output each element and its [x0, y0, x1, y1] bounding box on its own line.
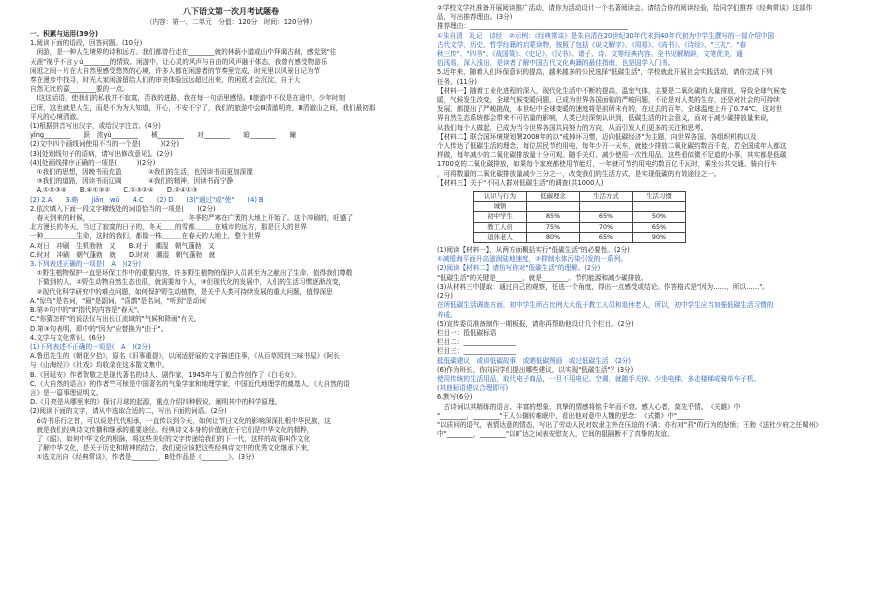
table-cell: 退休老人	[474, 232, 527, 242]
table-cell: 85%	[527, 212, 580, 222]
left-column	[30, 30, 432, 463]
table-cell: 80%	[527, 232, 580, 242]
page-title: 八下语文第一次月考试题卷	[183, 7, 279, 16]
table-header-cell: 生活方式	[580, 192, 633, 202]
text-line: Ⅰ这这话语，使我们的私我并不寂寞，否我的进路，我在每一句话里感悟。Ⅱ旅游中不仅是在途中，少年时刻	[30, 94, 346, 103]
text-line: (3)[处划线句子的语病，请写出修改意见]。(2分)	[30, 149, 173, 158]
text-line: 1.阅读下面的语段，回答问题。(10分)	[30, 39, 143, 48]
text-line: 2.依次填入下面一段文字横线处的词语恰当的一项是( )(2分)	[30, 204, 216, 213]
text-line: 一种＿＿＿＿＿生命，这时的我们，都像一株＿＿＿在春天的大地上，整个世界	[30, 232, 261, 241]
text-line: 了《韶》，如何中华文化的根脉，将这些美好的文字传递给我们的下一代，这样的故事叫作文化	[30, 434, 311, 443]
text-line: 北方漫长的冬天，当过了寂寞的日子的，冬天＿＿的雪都＿＿＿在城市的远方，那是巨大的世界	[30, 223, 307, 232]
table-cell: 教工人员	[474, 222, 527, 232]
text-line: D.第③句表明，即中的"因为"应替换为"由于"。	[30, 324, 168, 333]
text-line: 奏在漫步中找寻，时光大家闲游留给人们的审美体验远远超过出来，的闲逛才会沉淀，自于大	[30, 76, 301, 85]
text-line: 古诗词以其精练的语言、丰富的想象、真挚的情感将铭千年而不衰。感人心者，莫先乎情。 《关雎》中	[437, 402, 741, 411]
text-line: ①减缓海平面升高滋润陆地速度，②抑制水体污染引发的一系列。	[437, 255, 627, 264]
text-line: ①选文出自《经典常谈》，作者是________，B处作品是《________》。(3分)	[30, 453, 255, 462]
text-line: (2)文中四个画线词使用不当的一个是( )(2分)	[30, 140, 180, 149]
text-line: 春天到来的时候，＿＿＿＿＿＿＿＿＿＿＿＿＿＿，冬季的严寒在广袤的大地上开始了。这个冲刷的，旺盛了	[30, 214, 354, 223]
text-line: (2)阅读【材料二】请仿写你对"低碳生活"的理解。(2分)	[437, 264, 601, 273]
text-line: "以质问的语气，表情达意的情态，写出了劳动人民对奴隶主外在压迫的不满；亦有对"君"的行为的怒愤；王勃《送杜少府之任蜀州》	[437, 420, 822, 429]
text-line: 栏目二：________________	[437, 338, 517, 347]
text-line: 言》是一篇事理说明文。	[30, 388, 103, 397]
text-line: 发展，都提出了严峻挑战，本世纪中全球变暖的速度将是前所未有的，在过去的百年，全球温度上升了0.74℃，这对世	[437, 105, 783, 114]
text-line: 推荐理由：________________________________________________	[437, 22, 629, 31]
text-line: 就是我们经典诗文传播和继承的重要途径。经典诗文本身的价值就在于它们是中华文化的精粹，	[30, 425, 314, 434]
text-line: 天涯"视乎不言ｙú________的情致。闲游中，让心灵的风声与自由的风声融于体态，我曾有感受物游乐	[30, 57, 328, 66]
text-line: D.《月亮是从哪里来的》探讨月球的起源，重点介绍四种假说，阐明其中的科学原理。	[30, 398, 282, 407]
table-cell: 初中学生	[474, 212, 527, 222]
text-line: "________，________"王人公辗转难眠中，看出他对意中人魏的思念： 《式微》中"________	[437, 411, 704, 420]
text-line: 4.文学与文化常识。(6分)	[30, 333, 105, 342]
text-line: 使用传统的生活用品，取代电子商品，一旦不用电记、空调，就随手关掉。少坐电梯，多走楼梯或骑单车子机。	[437, 374, 761, 383]
text-line: ①我们的思想，因晚书而充盈 ②我们的生活，也因读书而更加深邃	[30, 168, 253, 177]
text-line: 界自然生态系统都会带来不可估量的影响，人类已经深刻认识到，低碳生活的社会意义，而对于减少碳排放量来说，	[437, 114, 774, 123]
text-line: ②现代化科学研究中的难点问题，如何保护野生动植物，是关乎人类可持续发展的重大问题，值得深思	[30, 287, 333, 296]
text-line: (6)作为班长，你向同学们提出哪些建议，以实现"低碳生活"？(3分)	[437, 365, 634, 374]
table-header-cell: 认识与行为	[474, 192, 527, 202]
text-line: 闲逛之间－片在大自然里感受悠然的心境，许多人都在闲游者的节奏里完成，时光里以风景日记为节	[30, 66, 321, 75]
table-row	[474, 232, 686, 242]
text-line: 【材料二】联合国环境规划署2008年的以"戒掉坏习惯，迈向低碳经济"为主题，向世界各国、各组织机构以及	[437, 132, 757, 141]
text-line: (2)阅读下面的文字，请从中选取合适的二，写出下面的词语。(2分)	[30, 407, 227, 416]
survey-table	[473, 191, 686, 243]
text-line: 了解中华文化，是关于历史和精神的结合，我们更应该把这些经典诗文中的优秀文化继承下来，	[30, 444, 314, 453]
text-line: B.《回延安》作者贺敬之是现代著名的诗人、剧作家，1945年与丁毅合作创作了《白毛女》。	[30, 370, 301, 379]
text-line: 个人传达了低碳生活的理念，每位居民节约用电，每年少开一天车，就能少排放二氧化碳约数百千克，若全国成年人都这	[437, 142, 787, 151]
table-row	[474, 222, 686, 232]
text-line: 任务。(11分)	[437, 77, 477, 86]
text-line: (其他标语建议合理即可)	[437, 384, 509, 393]
text-line: C.时对 冲刷 朝气蓬勃 就 D.时对 潮湿 朝气蓬勃 就	[30, 250, 216, 259]
text-line: (4)[处画线排序正确的一项是( )(2分)	[30, 158, 156, 167]
text-line: ①野生植物保护一直是环保工作中的重要内容，许多野生植物的保护人员甚至为之献出了生命，值得我们尊敬	[30, 269, 353, 278]
text-line: 1700克的二氧化碳排放，如果每个家庭都使用节能灯，一年就可节约用电约数百亿千瓦时，乘坐公共交通、骑自行车	[437, 160, 777, 169]
text-line: 从我们每个人做起，已成为当今世界各国共同努力的方向，从而引发人们更多的关注和思考。	[437, 123, 708, 132]
text-line: 5.近年来，随着人们环保意识的提高，越来越多的公民选择"低碳生活"，学校就此开展社会实践活动，请你完成下列	[437, 68, 773, 77]
text-line: A.对日 冲刷 生机勃勃 又 B.对于 潮湿 朝气蓬勃 又	[30, 241, 215, 250]
text-line: (2分)	[437, 292, 453, 301]
text-line: 下做到的人，②野生动物自然生态也很，就需要每个人，③但现代化的发展中，人们的生活习惯逐渐改变，	[30, 278, 346, 287]
table-cell: 70%	[580, 222, 633, 232]
text-line: 栏目三：________________	[437, 347, 517, 356]
text-line: A."惊鸟"是名词，"最"是副词，"喜鹊"是名词，"听到"是动词	[30, 296, 206, 305]
text-line: 闲游，是一种人生境界的诗和远方。我们都曾行走在________就的林荫小道或山中拜谒古刹，感觉到"往	[30, 48, 337, 57]
text-line: (1)根据拼音写出汉字，或给汉字注音。(4分)	[30, 122, 161, 131]
text-line: (1)阅读【材料一】，从两方面概括实行"低碳生活"的必要性。(2分)	[437, 246, 630, 255]
table-cell: 90%	[633, 232, 686, 242]
table-cell	[633, 202, 686, 212]
table-header-cell: 低碳理念	[527, 192, 580, 202]
table-cell: 50%	[633, 212, 686, 222]
text-line: C.《大自然的语言》的作者竺可桢是中国著名的气象学家和地理学家，中国近代地理学的奠基人，《大自然的语	[30, 379, 350, 388]
text-line: 秋三传"、"四书"、《战国策》、《史记》、《汉书》、诸子、诗、文等经典内容。全书见解精辟，文笔优美，通	[437, 50, 743, 59]
table-cell	[580, 202, 633, 212]
table-row	[474, 212, 686, 222]
text-line: 栏目一：抵低碳标语	[437, 328, 497, 337]
text-line: 【材料三】关于"不同人群对低碳生活"的调查(共1000人)	[437, 178, 604, 187]
text-line: 抵低碳建议 或讲低碳故事 或晒低碳图画 或过低碳生活 (2分)	[437, 356, 631, 365]
table-cell: 65%	[580, 212, 633, 222]
right-column	[437, 4, 849, 439]
text-line: 自然无比的嘉________要的一点。	[30, 85, 129, 94]
text-line: (5)宣传委员准备制作一期板报，请你再帮助他设计几个栏目。(2分)	[437, 319, 634, 328]
table-cell: 65%	[633, 222, 686, 232]
text-line: 养成。	[437, 310, 457, 319]
text-line: (1)下列表述不正确的一项是( A )(2分)	[30, 342, 151, 351]
text-line: (2) 2.A 3.略 jiǎn wǔ 4.C (2) D (3)"通过"或"使" (4) B	[30, 195, 264, 204]
text-line: 暖，气候发生改变，全球气候变暖问题，已成为世界各国面临的严峻问题，不论是对人类的生存，还是对社会的可持续	[437, 96, 780, 105]
text-line: 【材料一】随着工业化进程的深入，现代化生活中不断的提高，温室气体，主要是二氧化碳的大量排放，导致全球气候变	[437, 86, 787, 95]
page-subtitle: （内容：第一、二单元 分值：120分 时间：120分钟）	[145, 18, 317, 26]
text-line: ①朱自清 礼记 诗经 ②示例：《经典常谈》是朱自清在20世纪30年代末到40年代初为中学生撰写的一部介绍中国	[437, 31, 775, 40]
text-line: 俗浅易，深入浅出，是读者了解中国古代文化典籍的最佳指南，也是国学入门书。	[437, 59, 675, 68]
table-cell: 75%	[527, 222, 580, 232]
text-line: 样做，每年减少的二氧化碳排放量十分可观。随手关灯、减少使用一次性用品，这些看似微不足道的小事，其实都是低碳	[437, 151, 787, 160]
table-cell: 65%	[580, 232, 633, 242]
text-line: ǒ诗书乐行之首，可以说是代代相承，一直传以到今天，如何让节日文化的影响深深扎根中华民族，这	[30, 416, 331, 425]
text-line: 一、积累与运用(39分)	[30, 30, 98, 38]
text-line: 品，写出推荐理由。(3分)	[437, 13, 513, 22]
text-line: 已所，这也就是人生，而是不为为人知道，开心，不安不宁了，我们的旅游中会Ⅲ清澈明亮，Ⅲ清澈山之间，我们最初那	[30, 103, 376, 112]
text-line: "低碳生活"的关键是________，就是________。节约能源和减少碳排放。	[437, 273, 648, 282]
text-line: ，可将数量的二氧化碳排放量减少三分之一，改变我们的生活方式，是实现低碳的有效途径之一。	[437, 169, 721, 178]
text-line: ②学校文学社准备开展阅读推广活动，请你为活动设计一个名著阅读会。请结合你的阅读经验，给同学们推荐《经典常谈》这部作	[437, 4, 813, 12]
text-line: B.第②句中的"Ⅱ"指代的内容是"春天"。	[30, 306, 144, 315]
text-line: 与《山海经》》《社戏》均收录在这本散文集中。	[30, 361, 169, 370]
text-line: A.①②③④ B.④①③② C.①③②④ D.②④①③	[30, 186, 198, 195]
text-line: ③我们的道路，因读书而辽阔 ④我们的精神，因读书而宁静	[30, 177, 234, 186]
text-line: 3.下列表述正确的一项是( A )(2分)	[30, 260, 142, 269]
table-cell	[527, 202, 580, 212]
table-row-label: 城镇	[474, 202, 527, 212]
text-line: yǐng________ 跃 浓yù________ 械________ 对________ 暗________ 瞳	[30, 131, 297, 140]
text-line: 平凡的心境清澈。	[30, 112, 83, 121]
text-line: C."你猜怎样"的说法仅与出长江流域的"气候和降雨"有关。	[30, 315, 201, 324]
text-line: 6.默写(6分)	[437, 393, 473, 402]
text-line: (3)从材料三中提取：通过自己的观察，任选一个角度，得出一点感受或结论。作答格式是"因为……，所以……"。	[437, 282, 769, 291]
text-line: 中"________，________"以旷达之词表安慰友人，它间的阻隔断不了真挚的友谊。	[437, 430, 674, 439]
text-line: 古代文学、历史、哲学经籍的启蒙读物，按照了包括《说文解字》、《周易》、《尚书》、《诗经》、"三礼"、"春	[437, 40, 747, 49]
text-line: 在所低碳生活调查方面，初中学生所占比例大大低于教工人员和退休老人，所以，初中学生应当加强低碳生活习惯的	[437, 301, 774, 310]
table-header-cell: 生活习惯	[633, 192, 686, 202]
text-line: A.鲁迅先生的《朝花夕拾》，原名《旧事重提》，以闲适舒展的文字描述往事，《从百草园到三味书屋》《阿长	[30, 352, 340, 361]
